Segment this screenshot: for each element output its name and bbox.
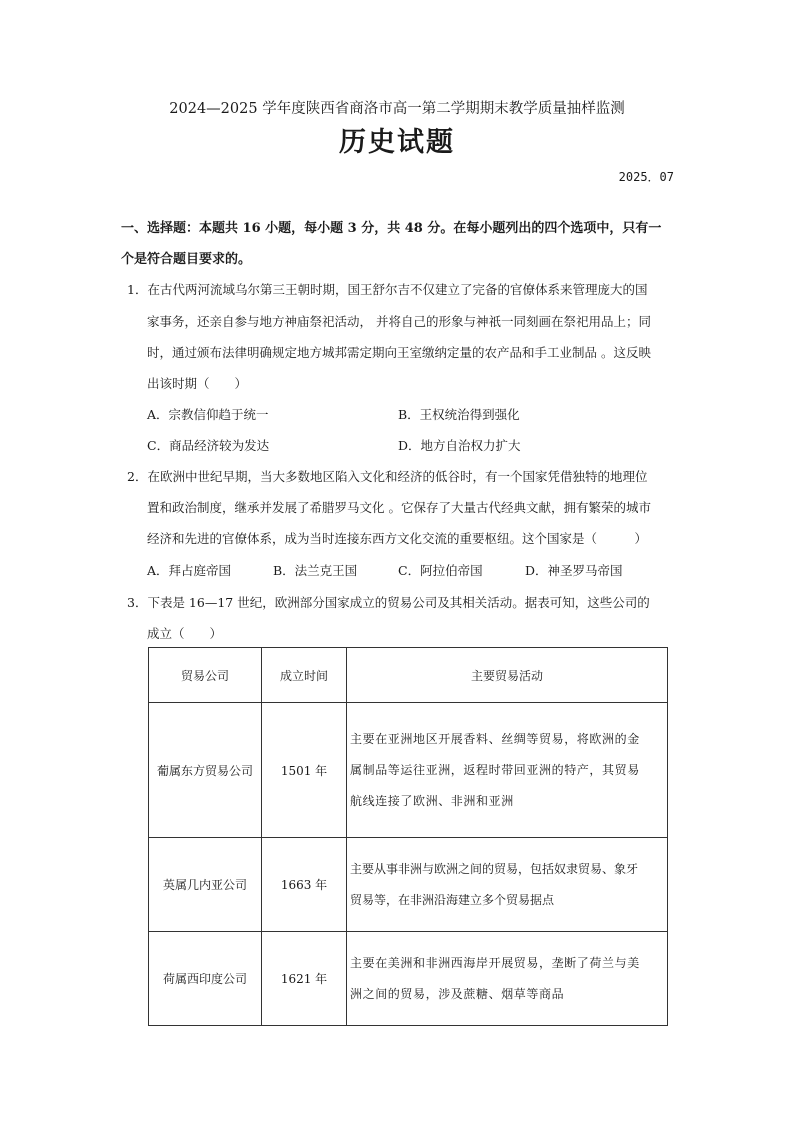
table-cell-company: 荷属西印度公司: [149, 932, 262, 1026]
activity-line: 主要在亚洲地区开展香料、丝绸等贸易，将欧洲的金: [350, 731, 640, 746]
table-row: [149, 932, 668, 1026]
question-1-option-c[interactable]: C．商品经济较为发达: [147, 438, 270, 453]
question-1-option-a[interactable]: A．宗教信仰趋于统一: [147, 407, 269, 422]
question-2-option-d[interactable]: D．神圣罗马帝国: [525, 563, 623, 578]
question-2-line: 置和政治制度，继承并发展了希腊罗马文化 。它保存了大量古代经典文献，拥有繁荣的城市: [147, 500, 651, 515]
question-3-line: 成立（ ）: [147, 626, 223, 641]
section-heading-line-2: 个是符合题目要求的。: [121, 252, 252, 267]
section-heading-line-1: 一、选择题：本题共 16 小题，每小题 3 分，共 48 分。在每小题列出的四个选项中，只有一: [121, 221, 662, 236]
activity-line: 洲之间的贸易，涉及蔗糖、烟草等商品: [350, 986, 565, 1001]
table-cell-year: 1663 年: [262, 838, 347, 932]
table-cell-company: 英属几内亚公司: [149, 838, 262, 932]
table-header-year: 成立时间: [262, 648, 347, 703]
table-row: [149, 838, 668, 932]
question-1-option-b[interactable]: B．王权统治得到强化: [398, 407, 520, 422]
question-3-line: 3．下表是 16—17 世纪，欧洲部分国家成立的贸易公司及其相关活动。据表可知，这些公司的: [127, 595, 650, 610]
table-cell-activity: [347, 703, 668, 838]
table-header-row: [149, 648, 668, 703]
question-1-line: 1．在古代两河流域乌尔第三王朝时期，国王舒尔吉不仅建立了完备的官僚体系来管理庞大的国: [127, 282, 648, 297]
question-2-option-c[interactable]: C．阿拉伯帝国: [398, 563, 483, 578]
activity-line: 贸易等，在非洲沿海建立多个贸易据点: [350, 892, 555, 907]
activity-line: 主要从事非洲与欧洲之间的贸易，包括奴隶贸易、象牙: [350, 861, 639, 876]
table-header-company: 贸易公司: [149, 648, 262, 703]
question-1-line: 出该时期（ ）: [147, 376, 248, 391]
activity-line: 属制品等运往亚洲，返程时带回亚洲的特产，其贸易: [350, 762, 640, 777]
table-header-activity: 主要贸易活动: [347, 648, 668, 703]
trade-company-table: [148, 647, 668, 1026]
page-title: 历史试题: [339, 127, 455, 158]
activity-line: 主要在美洲和非洲西海岸开展贸易，垄断了荷兰与美: [350, 955, 640, 970]
activity-line: 航线连接了欧洲、非洲和亚洲: [350, 793, 514, 808]
exam-date: 2025．07: [618, 170, 674, 184]
question-1-option-d[interactable]: D．地方自治权力扩大: [398, 438, 521, 453]
question-2-option-a[interactable]: A．拜占庭帝国: [147, 563, 232, 578]
table-cell-activity: [347, 932, 668, 1026]
question-2-line: 经济和先进的官僚体系，成为当时连接东西方文化交流的重要枢纽。这个国家是（ ）: [147, 531, 648, 546]
question-2-line: 2．在欧洲中世纪早期，当大多数地区陷入文化和经济的低谷时，有一个国家凭借独特的地理位: [127, 469, 648, 484]
question-1-line: 时，通过颁布法律明确规定地方城邦需定期向王室缴纳定量的农产品和手工业制品 。这反映: [147, 345, 651, 360]
question-1-line: 家事务，还亲自参与地方神庙祭祀活动， 并将自己的形象与神祇一同刻画在祭祀用品上；同: [147, 314, 651, 329]
table-row: [149, 703, 668, 838]
table-cell-year: 1621 年: [262, 932, 347, 1026]
question-2-option-b[interactable]: B．法兰克王国: [273, 563, 358, 578]
table-cell-activity: [347, 838, 668, 932]
exam-subtitle: 2024—2025 学年度陕西省商洛市高一第二学期期末教学质量抽样监测: [169, 101, 625, 117]
table-cell-year: 1501 年: [262, 703, 347, 838]
table-cell-company: 葡属东方贸易公司: [149, 703, 262, 838]
